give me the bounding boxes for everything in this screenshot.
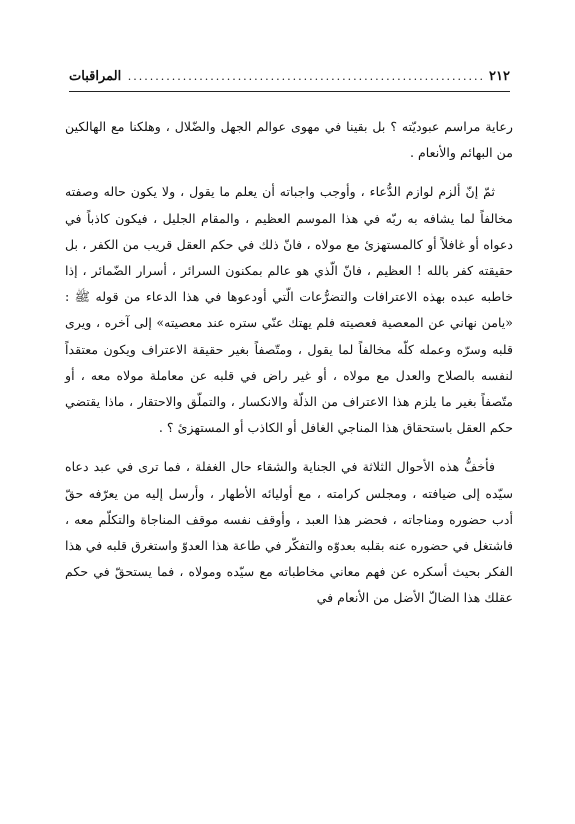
page-number: ٢١٢ bbox=[489, 69, 510, 84]
header-dot-leader bbox=[125, 66, 485, 88]
paragraph-dua-requirements: ثمّ إنّ ألزم لوازم الدُّعاء ، وأوجب واجباته أن يعلم ما يقول ، ولا يكون حاله وصفته مخالفاً لما يشافه به ربّه في هذا الموسم العظيم ، والمقام الجليل ، فيكون كاذباً في دعواه أو غافلاً أو كالمستهزئ مع مولاه ، فانّ ذلك في حكم العقل قريب من الكفر ، بل حقيقته كفر بالله ! العظيم ، فانّ الّذي هو عالم بمكنون السرائر ، أسرار الضّمائر ، إذا خاطبه عبده بهذه الاعترافات والتضرُّعات الّتي أودعوها في هذا الدعاء من قوله ﷺ : «يامن نهاني عن المعصية فعصيته فلم يهتك عنّي ستره عند معصيته» إلى آخره ، ويرى قلبه وسرّه وعمله كلّه مخالفاً لما يقول ، ومتّصفاً بغير حقيقة الاعتراف ويكون معتقداً لنفسه بالصلاح والعدل مع مولاه ، أو غير راض في قلبه عن معاملة مولاه معه ، أو متّصفاً بغير ما يلزم هذا الاعتراف من الذلّة والانكسار ، والتملّق والاحتقار ، ماذا يقتضي حكم العقل باستحقاق هذا المناجي الغافل أو الكاذب أو المستهزئ ؟ . bbox=[65, 184, 513, 436]
header-rule bbox=[69, 91, 510, 92]
running-header bbox=[69, 66, 510, 88]
paragraph-continuation: رعاية مراسم عبوديّته ؟ بل بقينا في مهوى عوالم الجهل والضّلال ، وهلكنا مع الهالكين من البهائم والأنعام . bbox=[65, 119, 513, 161]
body-text bbox=[65, 114, 513, 625]
paragraph-heedlessness: فأخفُّ هذه الأحوال الثلاثة في الجناية والشقاء حال الغفلة ، فما ترى في عبد دعاه سيّده إلى ضيافته ، ومجلس كرامته ، مع أوليائه الأطهار ، وأرسل إليه من يعرّفه حقّ أدب حضوره ومناجاته ، فحضر هذا العبد ، وأوقف نفسه موقف المناجاة والتكلّم معه ، فاشتغل في حضوره عنه بقلبه بعدوّه والتفكّر في طاعة هذا العدوّ واستغرق قلبه في هذا الفكر بحيث أسكره عن فهم معاني مخاطباته مع سيّده ومولاه ، فما يستحقّ في حكم عقلك هذا الضالّ الأضل من الأنعام في bbox=[65, 459, 513, 606]
running-title: المراقبات bbox=[69, 69, 122, 84]
